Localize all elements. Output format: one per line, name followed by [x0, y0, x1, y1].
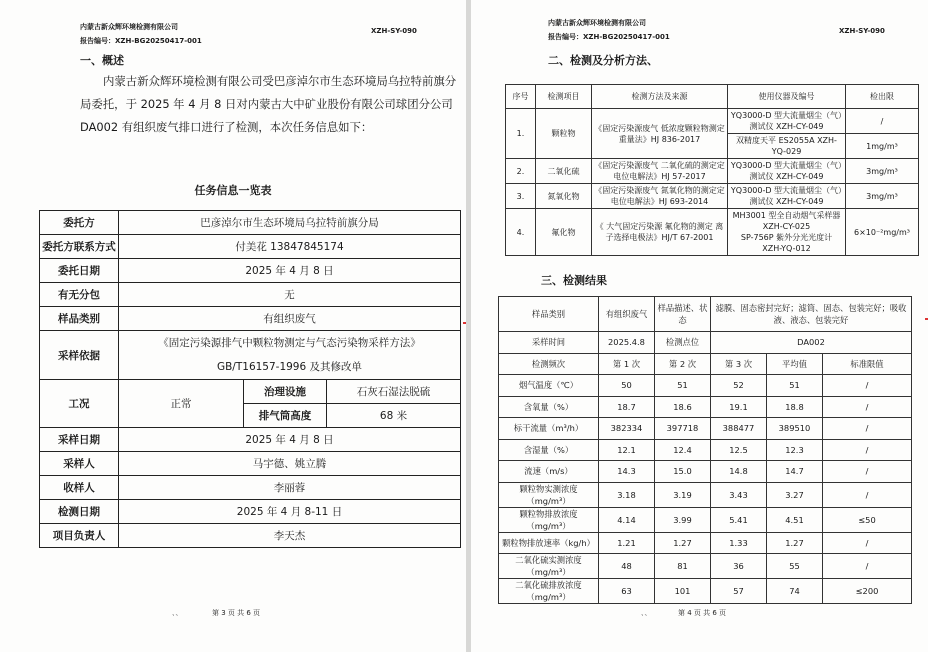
cell: 74: [767, 579, 823, 604]
cell: 18.6: [655, 396, 711, 418]
section-title-results: 三、检测结果: [541, 274, 607, 287]
cell: /: [823, 532, 912, 554]
table-header-row: [499, 353, 912, 375]
sample-description: 滤膜、固态密封完好；滤筒、固态、包装完好；吸收液、液态、包装完好: [711, 297, 912, 332]
column-header: 序号: [506, 85, 536, 109]
table-row: [506, 159, 919, 184]
table-row: [40, 307, 461, 331]
table-row: [40, 259, 461, 283]
table-row: [40, 283, 461, 307]
row-label: 采样依据: [40, 331, 119, 380]
cell: /: [823, 396, 912, 418]
cell: 57: [711, 579, 767, 604]
row-label: 委托方: [40, 211, 119, 235]
sampling-basis-value: [119, 331, 461, 380]
cell: 63: [599, 579, 655, 604]
cell: 19.1: [711, 396, 767, 418]
basis-line-2: GB/T16157-1996 及其修改单: [216, 361, 363, 373]
document-code: XZH-SY-090: [839, 27, 885, 35]
sampling-date-value: 2025 年 4 月 8 日: [119, 428, 461, 452]
cell: 12.3: [767, 439, 823, 461]
instrument-line: MH3001 型全自动烟气采样器 XZH-CY-025: [732, 211, 841, 231]
sampling-time: 2025.4.8: [599, 332, 655, 354]
cell: /: [823, 554, 912, 579]
cell: /: [823, 418, 912, 440]
cell: 1.27: [767, 532, 823, 554]
param-name: 颗粒物排放浓度（mg/m³）: [499, 507, 599, 532]
test-item: 氟化物: [536, 209, 592, 256]
cell: 397718: [655, 418, 711, 440]
row-label: 采样时间: [499, 332, 599, 354]
row-label: 采样日期: [40, 428, 119, 452]
row-label: 委托方联系方式: [40, 235, 119, 259]
test-method: 《固定污染源废气 二氧化硫的测定定电位电解法》HJ 57-2017: [592, 159, 728, 184]
section-title-overview: 一、概述: [80, 54, 124, 67]
param-name: 颗粒物排放速率（kg/h）: [499, 532, 599, 554]
table-row: [499, 297, 912, 332]
footer-dots: 、、: [641, 609, 652, 617]
cell: 18.8: [767, 396, 823, 418]
cell: ≤200: [823, 579, 912, 604]
table-row: [499, 554, 912, 579]
red-mark: [463, 322, 466, 324]
param-name: 二氧化硫排放浓度（mg/m³）: [499, 579, 599, 604]
column-header: 标准限值: [823, 353, 912, 375]
report-number: 报告编号：XZH-BG20250417-001: [80, 37, 202, 45]
cell: 14.8: [711, 461, 767, 483]
column-header: 第 2 次: [655, 353, 711, 375]
cell: 5.41: [711, 507, 767, 532]
cell: 55: [767, 554, 823, 579]
cell: 14.3: [599, 461, 655, 483]
manager-value: 李天杰: [119, 524, 461, 548]
cell: ≤50: [823, 507, 912, 532]
sample-type-value: 有组织废气: [599, 297, 655, 332]
cell: 48: [599, 554, 655, 579]
sample-type-value: 有组织废气: [119, 307, 461, 331]
cell: 18.7: [599, 396, 655, 418]
table-row: [506, 109, 919, 134]
point-label: 检测点位: [655, 332, 711, 354]
instrument: 双精度天平 ES2055A XZH-YQ-029: [728, 134, 846, 159]
table-row: [40, 476, 461, 500]
table-row: [40, 235, 461, 259]
table-row: [499, 579, 912, 604]
sampler-value: 马宇德、姚立腾: [119, 452, 461, 476]
cell: 52: [711, 375, 767, 397]
subcontract-value: 无: [119, 283, 461, 307]
page-number: 第 3 页 共 6 页: [212, 609, 261, 617]
test-method: 《固定污染源废气 氮氧化物的测定定电位电解法》HJ 693-2014: [592, 184, 728, 209]
cell: 3.27: [767, 482, 823, 507]
column-header: 第 1 次: [599, 353, 655, 375]
section-title-methods: 二、检测及分析方法、: [548, 54, 658, 67]
cell: /: [823, 375, 912, 397]
param-name: 流速（m/s）: [499, 461, 599, 483]
row-label: 检测日期: [40, 500, 119, 524]
cell: 4.14: [599, 507, 655, 532]
condition-value: 正常: [119, 380, 244, 428]
table-row: [40, 331, 461, 380]
cell: 36: [711, 554, 767, 579]
client-value: 巴彦淖尔市生态环境局乌拉特前旗分局: [119, 211, 461, 235]
row-label: 收样人: [40, 476, 119, 500]
table-row: [40, 211, 461, 235]
test-item: 二氧化硫: [536, 159, 592, 184]
receiver-value: 李丽蓉: [119, 476, 461, 500]
cell: 1.33: [711, 532, 767, 554]
row-number: 4.: [506, 209, 536, 256]
row-label: 样品类别: [499, 297, 599, 332]
table-row: [499, 507, 912, 532]
cell: 3.99: [655, 507, 711, 532]
detection-limit: 6×10⁻²mg/m³: [846, 209, 919, 256]
cell: 14.7: [767, 461, 823, 483]
table-row: [40, 524, 461, 548]
cell: 3.18: [599, 482, 655, 507]
cell: 81: [655, 554, 711, 579]
cell: 101: [655, 579, 711, 604]
intro-paragraph: 内蒙古新众辉环境检测有限公司受巴彦淖尔市生态环境局乌拉特前旗分局委托，于 2025 年 4 月 8 日对内蒙古大中矿业股份有限公司球团分公司 DA002 有组织废气排口进行了检测，本次任务信息如下：: [80, 74, 457, 134]
param-name: 二氧化硫实测浓度（mg/m³）: [499, 554, 599, 579]
instrument: YQ3000-D 型大流量烟尘（气）测试仪 XZH-CY-049: [728, 184, 846, 209]
cell: 50: [599, 375, 655, 397]
company-name: 内蒙古新众辉环境检测有限公司: [548, 19, 646, 27]
column-header: 检出限: [846, 85, 919, 109]
page-number: 第 4 页 共 6 页: [678, 609, 727, 617]
cell: 3.43: [711, 482, 767, 507]
basis-line-1: 《固定污染源排气中颗粒物测定与气态污染物采样方法》: [158, 337, 421, 349]
table-row: [40, 428, 461, 452]
test-item: 氮氧化物: [536, 184, 592, 209]
results-table: [498, 296, 912, 604]
table-row: [40, 452, 461, 476]
detection-limit: 3mg/m³: [846, 159, 919, 184]
cell: /: [823, 439, 912, 461]
methods-table: [505, 84, 919, 256]
param-name: 含湿量（%）: [499, 439, 599, 461]
facility-value: 石灰石湿法脱硫: [327, 380, 461, 404]
table-row: [506, 184, 919, 209]
instrument: [728, 209, 846, 256]
table-caption: 任务信息一览表: [194, 184, 272, 197]
cell: 3.19: [655, 482, 711, 507]
detection-limit: 3mg/m³: [846, 184, 919, 209]
cell: 12.4: [655, 439, 711, 461]
cell: 1.27: [655, 532, 711, 554]
cell: 51: [655, 375, 711, 397]
desc-label: 样品描述、状态: [655, 297, 711, 332]
table-row: [499, 532, 912, 554]
sampling-point: DA002: [711, 332, 912, 354]
param-name: 含氧量（%）: [499, 396, 599, 418]
instrument-line: SP-756P 紫外分光光度计 XZH-YQ-012: [740, 233, 833, 253]
row-label: 项目负责人: [40, 524, 119, 548]
param-name: 颗粒物实测浓度（mg/m³）: [499, 482, 599, 507]
task-info-table: [39, 210, 461, 548]
cell: 389510: [767, 418, 823, 440]
row-number: 1.: [506, 109, 536, 159]
cell: 15.0: [655, 461, 711, 483]
param-name: 标干流量（m³/h）: [499, 418, 599, 440]
column-header: 检测项目: [536, 85, 592, 109]
table-row: [40, 500, 461, 524]
test-item: 颗粒物: [536, 109, 592, 159]
instrument: YQ3000-D 型大流量烟尘（气）测试仪 XZH-CY-049: [728, 159, 846, 184]
detection-limit: 1mg/m³: [846, 134, 919, 159]
cell: 1.21: [599, 532, 655, 554]
param-name: 烟气温度（℃）: [499, 375, 599, 397]
report-number: 报告编号：XZH-BG20250417-001: [548, 33, 670, 41]
contact-value: 付美花 13847845174: [119, 235, 461, 259]
detection-limit: /: [846, 109, 919, 134]
cell: /: [823, 482, 912, 507]
row-label: 工况: [40, 380, 119, 428]
cell: 12.1: [599, 439, 655, 461]
column-header: 使用仪器及编号: [728, 85, 846, 109]
cell: 4.51: [767, 507, 823, 532]
table-row: [499, 439, 912, 461]
table-row: [506, 209, 919, 256]
row-number: 2.: [506, 159, 536, 184]
table-row: [499, 418, 912, 440]
commission-date-value: 2025 年 4 月 8 日: [119, 259, 461, 283]
report-page-4: [471, 0, 928, 652]
table-row: [499, 332, 912, 354]
document-code: XZH-SY-090: [371, 27, 417, 35]
column-header: 平均值: [767, 353, 823, 375]
test-date-value: 2025 年 4 月 8-11 日: [119, 500, 461, 524]
table-row: [499, 461, 912, 483]
table-row: [499, 482, 912, 507]
row-label: 采样人: [40, 452, 119, 476]
facility-label: 治理设施: [244, 380, 327, 404]
cell: 12.5: [711, 439, 767, 461]
cell: 388477: [711, 418, 767, 440]
test-method: 《 大气固定污染源 氟化物的测定 离子选择电极法》HJ/T 67-2001: [592, 209, 728, 256]
row-label: 委托日期: [40, 259, 119, 283]
footer-dots: 、、: [172, 609, 183, 617]
company-name: 内蒙古新众辉环境检测有限公司: [80, 23, 178, 31]
table-row: [499, 396, 912, 418]
column-header: 检测方法及来源: [592, 85, 728, 109]
cell: 51: [767, 375, 823, 397]
instrument: YQ3000-D 型大流量烟尘（气）测试仪 XZH-CY-049: [728, 109, 846, 134]
row-label: 检测频次: [499, 353, 599, 375]
stack-height-label: 排气筒高度: [244, 404, 327, 428]
table-row: [40, 380, 461, 404]
table-row: [499, 375, 912, 397]
column-header: 第 3 次: [711, 353, 767, 375]
test-method: 《固定污染源废气 低浓度颗粒物测定重量法》HJ 836-2017: [592, 109, 728, 159]
table-header-row: [506, 85, 919, 109]
row-number: 3.: [506, 184, 536, 209]
row-label: 样品类别: [40, 307, 119, 331]
row-label: 有无分包: [40, 283, 119, 307]
stack-height-value: 68 米: [327, 404, 461, 428]
cell: 382334: [599, 418, 655, 440]
cell: /: [823, 461, 912, 483]
